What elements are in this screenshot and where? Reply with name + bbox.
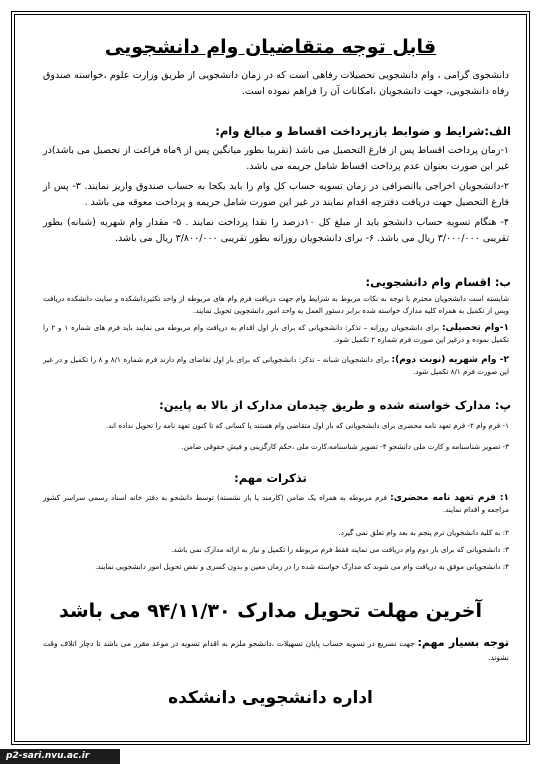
deadline-banner: آخرین مهلت تحویل مدارک ۹۴/۱۱/۳۰ می باشد (59, 600, 482, 622)
note-2: ۲: به کلیه دانشجویان ترم پنجم به بعد وام تعلق نمی گیرد. (338, 528, 509, 537)
loan-type-2-label: ۲- وام شهریه (نوبت دوم): (391, 355, 509, 365)
section-b-item-1 (43, 322, 509, 346)
loan-type-1-text: برای دانشجویان روزانه – تذکر: دانشجویانی که برای بار اول اقدام به دریافت وام مربوطه می نمایند باید فرم های شماره ۱ و ۲ را تکمیل نموده و درغیر این صورت فرم شماره ۲ تکمیل شود. (43, 323, 509, 344)
page-title: قابل توجه متقاضیان وام دانشجویی (104, 36, 437, 58)
section-b-item-2 (43, 354, 509, 378)
loan-type-1-label: ۱-وام تحصیلی: (441, 323, 509, 333)
important-text: جهت تسریع در تسویه حساب پایان تسهیلات ،دانشجو ملزم به اقدام تسویه در موعد مقرر می باشد تا دچار اتلاف وقت نشوند. (43, 639, 509, 662)
note-1-label: ۱: فرم تعهد نامه محضری: (390, 493, 509, 503)
note-4: ۴: دانشجویانی موفق به دریافت وام می شوند که مدارک خواسته شده را در زمان معین و بدون کسری و نقص تحویل امور دانشجویی نمایند. (95, 562, 509, 571)
note-3: ۳: دانشجویانی که برای بار دوم وام دریافت می نمایند فقط فرم مربوطه را تکمیل و نیاز به ارائه مدارک نمی باشد. (171, 545, 509, 554)
section-a-item-2: ۲-دانشجویان اخراجی یاانصرافی در زمان تسویه حساب کل وام را باید یکجا به حساب صندوق واریز نمایند. ۳- پس از فارغ التحصیل جهت دریافت دفترچه اقدام نمایند در غیر این صورت شامل جریمه و پرداخت معوقه می باشد . (43, 181, 510, 208)
page-border (11, 11, 530, 745)
section-a-item-1: ۱-زمان پرداخت اقساط پس از فارغ التحصیل می باشد (تقریبا بطور میانگین پس از ۹ماه فراغت از تحصیل می باشد)در غیر این صورت بعنوان عدم پرداخت اقساط شامل جریمه می باشد. (43, 145, 509, 172)
loan-type-2-text: برای دانشجویان شبانه – تذکر: دانشجویانی که برای بار اول تقاضای وام دارند فرم شماره ۸/۱ و ۸ را تکمیل و در غیر این صورت فرم ۸/۱ تکمیل شود. (43, 355, 509, 376)
section-c-item-1: ۱- فرم وام ۲- فرم تعهد نامه محضری برای دانشجویانی که بار اول متقاضی وام هستند یا کسانی که تا کنون تعهد نامه را تحویل نداده اند. (105, 421, 509, 430)
website-footer[interactable]: p2-sari.nvu.ac.ir (0, 749, 120, 764)
note-1-text: فرم مربوطه به همراه یک ضامن (کارمند یا باز نشسته) توسط دانشجو به دفتر خانه اسناد رسمی سراسر کشور مراجعه و اقدام نمایند. (43, 493, 509, 514)
section-c-item-2: ۳- تصویر شناسنامه و کارت ملی دانشجو ۴- تصویر شناسنامه،کارت ملی ،حکم کارگزینی و فیش حقوقی ضامن. (181, 442, 509, 451)
section-b-heading: ب: اقسام وام دانشجویی: (365, 275, 511, 289)
section-a-item-3: ۴- هنگام تسویه حساب دانشجو باید از مبلغ کل ۱۰درصد را نقدا پرداخت نمایند . ۵- مقدار وام شهریه (شبانه) بطور تقریبی ۳/۰۰۰/۰۰۰ ریال می باشد. ۶- برای دانشجویان روزانه بطور تقریبی ۳/۸۰۰/۰۰۰ ریال می باشد. (43, 217, 509, 244)
intro-paragraph: دانشجوی گرامی ، وام دانشجویی تحصیلات رفاهی است که در زمان دانشجویی از طریق وزارت علوم ،خواسته صندوق رفاه دانشجویی، جهت دانشجویان ،امکانات آن را فراهم نموده است. (43, 70, 509, 97)
notes-heading: تذکرات مهم: (234, 471, 307, 485)
office-signature: اداره دانشجویی دانشکده (168, 688, 373, 708)
note-1 (43, 492, 509, 516)
important-label: توجه بسیار مهم: (417, 636, 509, 649)
section-b-intro: شایسته است دانشجویان محترم با توجه به نکات مربوط به شرایط وام جهت دریافت فرم وام های مربوطه از واحد تکثیردانشکده و سایت دانشکده دریافت ویس از تکمیل به همراه کلیه مدارک خواسته شده برابر دستور العمل به واحد امور دانشجویی تحویل نمایند. (43, 294, 509, 315)
section-a-heading: الف:شرایط و ضوابط بازپرداخت اقساط و مبالغ وام: (215, 124, 511, 138)
section-c-heading: پ: مدارک خواسته شده و طریق چیدمان مدارک از بالا به پایین: (159, 398, 511, 412)
important-note (43, 636, 509, 665)
